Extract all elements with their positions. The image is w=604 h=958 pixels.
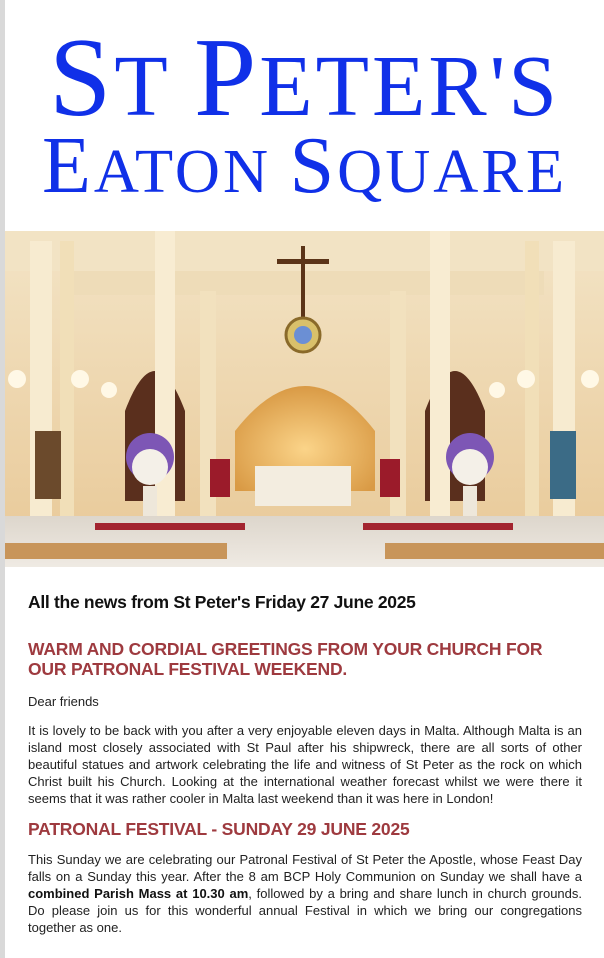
church-interior-photo xyxy=(5,231,604,567)
masthead-line-1: ST PETER'S xyxy=(49,16,560,140)
festival-body: This Sunday we are celebrating our Patronal Festival of St Peter the Apostle, whose Feast Day falls on a Sunday this year. After the 8 am BCP Holy Communion on Sunday we shall have a combined Parish Mass at 10.30 am, followed by a bring and share lunch in church grounds. Do please join us for this wonderful annual Festival in which we bring our congregations together as one. xyxy=(28,852,582,935)
salutation: Dear friends xyxy=(28,694,99,709)
masthead xyxy=(5,0,604,230)
masthead-line-2: EATON SQUARE xyxy=(41,122,568,210)
greeting-heading: WARM AND CORDIAL GREETINGS FROM YOUR CHURCH FOR OUR PATRONAL FESTIVAL WEEKEND. xyxy=(28,639,543,679)
news-header: All the news from St Peter's Friday 27 June 2025 xyxy=(28,592,416,612)
newsletter-content xyxy=(28,592,582,948)
greeting-body: It is lovely to be back with you after a very enjoyable eleven days in Malta. Although Malta is an island most closely associated with St Paul after his shipwreck, there are all sorts of other beautiful statues and artwork celebrating the life and witness of St Peter as the rock on which Christ built his Church. Looking at the international weather forecast whilst we were there it seems that it was rather cooler in Malta last weekend than it was here in London! xyxy=(28,723,582,806)
mass-time-highlight: combined Parish Mass at 10.30 am xyxy=(28,886,249,901)
festival-heading: PATRONAL FESTIVAL - SUNDAY 29 JUNE 2025 xyxy=(28,819,410,839)
